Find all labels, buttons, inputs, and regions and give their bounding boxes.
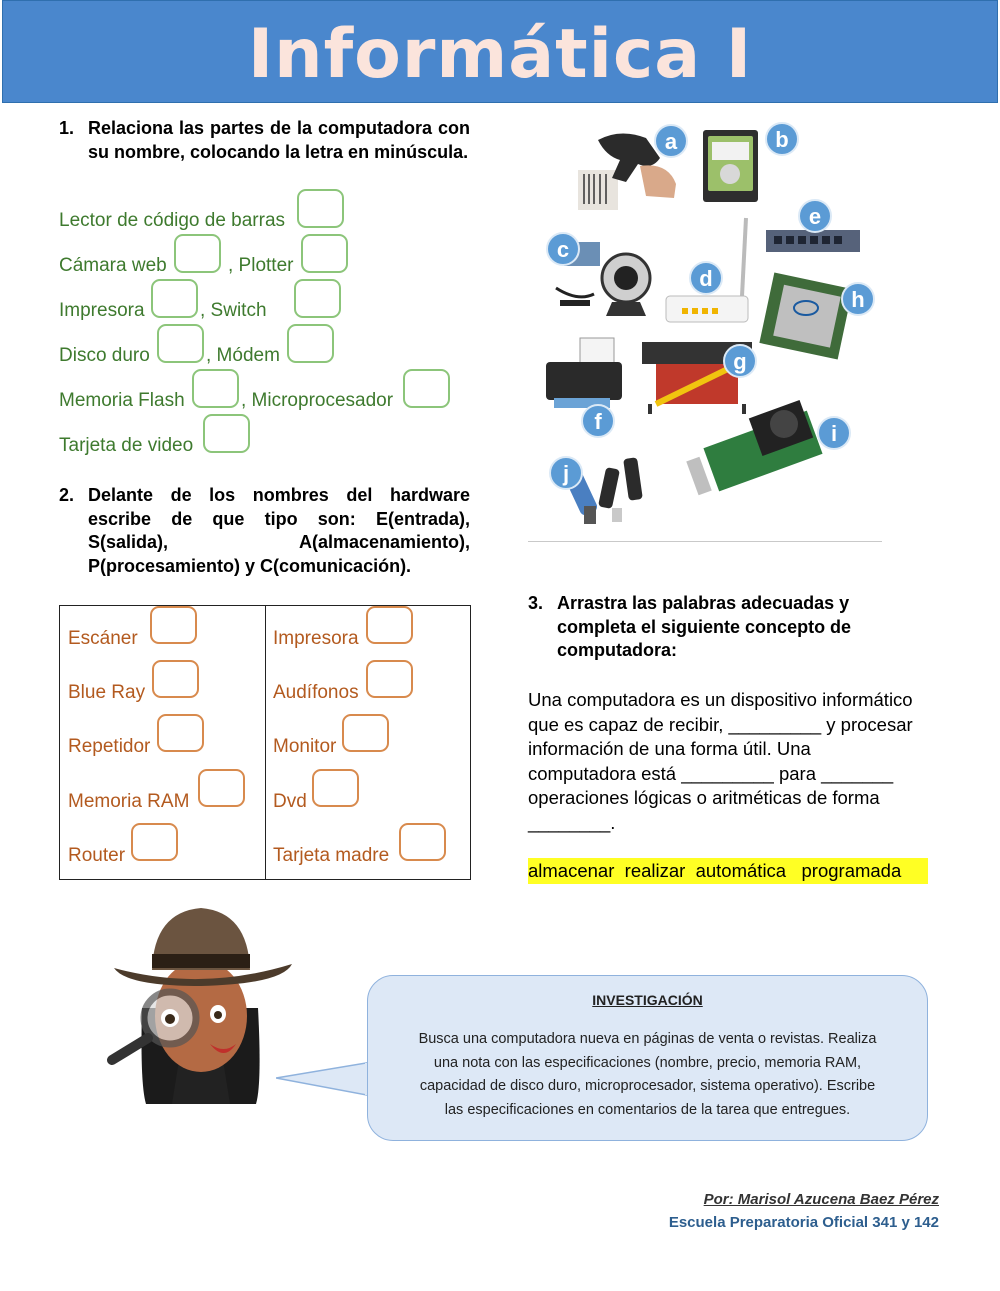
question-text: Arrastra las palabras adecuadas y completa el siguiente concepto de computadora: — [557, 593, 852, 660]
question-number: 3. — [528, 593, 544, 613]
drop-box-tarjeta[interactable] — [203, 414, 250, 453]
question-line: A(almacenamiento), — [298, 532, 470, 552]
drop-box-camara[interactable] — [174, 234, 221, 273]
drop-box[interactable] — [399, 823, 446, 861]
drop-box[interactable] — [131, 823, 178, 861]
image-label-g: g — [723, 344, 757, 378]
processor-image — [759, 272, 852, 359]
image-label-e: e — [798, 199, 832, 233]
drop-box[interactable] — [198, 769, 245, 807]
drop-box[interactable] — [366, 606, 413, 644]
label-memoria: Memoria Flash — [59, 390, 185, 411]
detective-avatar — [106, 904, 296, 1104]
investigation-title: INVESTIGACIÓN — [592, 992, 703, 1008]
question-number: 1. — [59, 118, 75, 138]
hardware-table — [59, 605, 471, 880]
author-credit: Por: Marisol Azucena Baez Pérez — [703, 1191, 939, 1208]
label-tarjeta: Tarjeta de video — [59, 435, 194, 456]
table-item: Monitor — [273, 736, 337, 757]
drop-box-micro[interactable] — [403, 369, 450, 408]
table-item: Dvd — [273, 791, 307, 812]
drop-box-plotter[interactable] — [301, 234, 348, 273]
page-header — [2, 0, 998, 103]
investigation-box — [367, 975, 928, 1141]
drop-box[interactable] — [312, 769, 359, 807]
label-switch: , Switch — [200, 300, 267, 321]
concept-paragraph — [528, 688, 958, 835]
question-number: 2. — [59, 485, 75, 505]
table-item: Memoria RAM — [68, 791, 190, 812]
label-modem: , Módem — [206, 345, 280, 366]
drop-box[interactable] — [152, 660, 199, 698]
question-line: escribe de que tipo son: E(entrada), — [88, 508, 470, 529]
table-item: Escáner — [68, 628, 138, 649]
table-item: Router — [68, 845, 126, 866]
printer-image — [546, 338, 622, 408]
image-label-b: b — [765, 122, 799, 156]
paragraph-line: Una computadora es un dispositivo informático — [528, 689, 913, 710]
school-name: Escuela Preparatoria Oficial 341 y 142 — [668, 1214, 939, 1231]
drop-box-modem[interactable] — [287, 324, 334, 363]
label-impresora: Impresora — [59, 300, 145, 321]
table-divider — [265, 606, 266, 879]
investigation-line: Busca una computadora nueva en páginas de venta o revistas. Realiza — [418, 1031, 877, 1047]
question-line: S(salida), — [88, 532, 169, 552]
image-label-a: a — [654, 124, 688, 158]
table-item: Repetidor — [68, 736, 151, 757]
paragraph-line: operaciones lógicas o aritméticas de forma — [528, 787, 880, 808]
question-line: P(procesamiento) y C(comunicación). — [88, 555, 412, 576]
paragraph-line: computadora está _________ para _______ — [528, 762, 894, 784]
drop-box-disco[interactable] — [157, 324, 204, 363]
investigation-line: las especificaciones en comentarios de la tarea que entregues. — [444, 1101, 851, 1118]
image-label-c: c — [546, 232, 580, 266]
drop-box-lector[interactable] — [297, 189, 344, 228]
drop-box-memoria[interactable] — [192, 369, 239, 408]
investigation-line: una nota con las especificaciones (nombre, precio, memoria RAM, — [433, 1054, 862, 1071]
drop-box[interactable] — [366, 660, 413, 698]
divider — [528, 541, 882, 542]
label-disco: Disco duro — [59, 345, 150, 366]
drop-box-impresora[interactable] — [151, 279, 198, 318]
question-line: Delante de los nombres del hardware — [88, 485, 470, 505]
image-label-h: h — [841, 282, 875, 316]
image-label-d: d — [689, 261, 723, 295]
hard-drive-image — [703, 130, 758, 202]
label-micro: , Microprocesador — [241, 390, 394, 411]
word-bank[interactable]: almacenar realizar automática programada — [528, 858, 928, 884]
investigation-line: capacidad de disco duro, microprocesador, sistema operativo). Escribe — [419, 1078, 876, 1094]
investigation-body — [384, 1028, 911, 1122]
table-item: Blue Ray — [68, 682, 146, 703]
label-lector: Lector de código de barras — [59, 210, 286, 231]
page-title: Informática I — [247, 15, 753, 94]
table-item: Audífonos — [273, 682, 359, 703]
image-label-f: f — [581, 404, 615, 438]
image-label-i: i — [817, 416, 851, 450]
question-3 — [528, 592, 888, 663]
paragraph-line: que es capaz de recibir, _________ y procesar — [528, 713, 913, 735]
paragraph-line: ________. — [528, 811, 616, 833]
speech-bubble-tail — [276, 1060, 372, 1100]
label-plotter: , Plotter — [228, 255, 294, 276]
drop-box-switch[interactable] — [294, 279, 341, 318]
drop-box[interactable] — [342, 714, 389, 752]
image-label-j: j — [549, 456, 583, 490]
question-text: Relaciona las partes de la computadora con su nombre, colocando la letra en minúscula. — [88, 118, 470, 162]
paragraph-line: información de una forma útil. Una — [528, 738, 811, 759]
question-1 — [59, 117, 470, 164]
network-switch-image — [766, 230, 860, 252]
table-item: Impresora — [273, 628, 359, 649]
question-2 — [59, 484, 470, 578]
table-item: Tarjeta madre — [273, 845, 390, 866]
drop-box[interactable] — [157, 714, 204, 752]
drop-box[interactable] — [150, 606, 197, 644]
video-card-image — [686, 400, 822, 495]
label-camara: Cámara web — [59, 255, 167, 276]
